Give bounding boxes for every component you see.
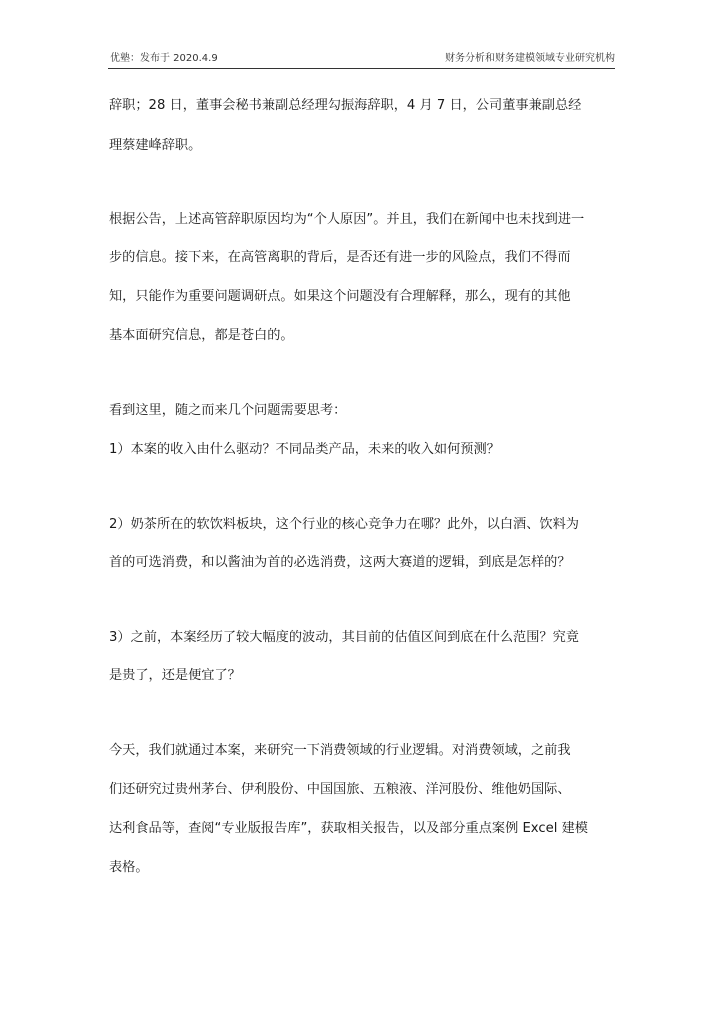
paragraph-line: 达利食品等，查阅“专业版报告库”，获取相关报告，以及部分重点案例 Excel 建模	[109, 821, 588, 836]
paragraph-line: 表格。	[109, 860, 149, 875]
question-item: 3）之前，本案经历了较大幅度的波动，其目前的估值区间到底在什么范围？究竟	[109, 630, 579, 645]
paragraph-line: 辞职；28 日，董事会秘书兼副总经理勾振海辞职，4 月 7 日，公司董事兼副总经	[109, 98, 582, 113]
paragraph-line: 根据公告，上述高管辞职原因均为“个人原因”。并且，我们在新闻中也未找到进一	[109, 212, 585, 227]
paragraph-line: 们还研究过贵州茅台、伊利股份、中国国旅、五粮液、洋河股份、维他奶国际、	[109, 782, 571, 797]
paragraph-line: 知，只能作为重要问题调研点。如果这个问题没有合理解释，那么，现有的其他	[109, 289, 571, 304]
header-publish-info: 优塾：发布于 2020.4.9	[110, 53, 218, 64]
paragraph-line: 理蔡建峰辞职。	[109, 138, 202, 153]
page-header	[108, 52, 615, 69]
paragraph-line: 首的可选消费，和以酱油为首的必选消费，这两大赛道的逻辑，到底是怎样的？	[109, 555, 571, 570]
paragraph-line: 今天，我们就通过本案，来研究一下消费领域的行业逻辑。对消费领域，之前我	[109, 743, 571, 758]
header-org-tagline: 财务分析和财务建模领域专业研究机构	[445, 53, 615, 64]
paragraph-line: 步的信息。接下来，在高管离职的背后，是否还有进一步的风险点，我们不得而	[109, 250, 571, 265]
paragraph-line: 基本面研究信息，都是苍白的。	[109, 328, 294, 343]
paragraph-line: 看到这里，随之而来几个问题需要思考：	[109, 403, 347, 418]
paragraph-line: 是贵了，还是便宜了？	[109, 668, 241, 683]
question-item: 1）本案的收入由什么驱动？不同品类产品，未来的收入如何预测？	[109, 442, 500, 457]
question-item: 2）奶茶所在的软饮料板块，这个行业的核心竞争力在哪？此外，以白酒、饮料为	[109, 517, 579, 532]
